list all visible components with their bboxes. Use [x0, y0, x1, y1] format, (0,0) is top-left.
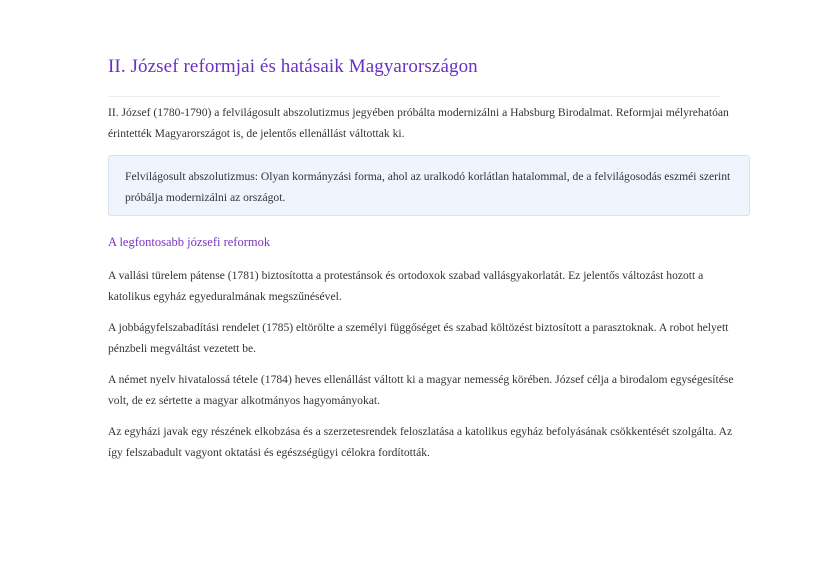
reform-paragraph-serf-emancipation: A jobbágyfelszabadítási rendelet (1785) eltörölte a személyi függőséget és szabad költözést biztosított a parasztoknak. A robot helyett pénzbeli megváltást vezetett be. [108, 321, 729, 355]
title-divider [108, 96, 720, 97]
section-heading: A legfontosabb józsefi reformok [108, 235, 271, 249]
intro-paragraph: II. József (1780-1790) a felvilágosult abszolutizmus jegyében próbálta modernizálni a Habsburg Birodalmat. Reformjai mélyrehatóan érintették Magyarországot is, de jelentős ellenállást váltottak ki. [108, 106, 729, 140]
reform-paragraph-church-property: Az egyházi javak egy részének elkobzása és a szerzetesrendek feloszlatása a katolikus egyház befolyásának csökkentését szolgálta. Az így felszabadult vagyont oktatási és egészségügyi célokra fordították. [108, 425, 733, 459]
callout-text: Felvilágosult abszolutizmus: Olyan kormányzási forma, ahol az uralkodó korlátlan hatalommal, de a felvilágosodás eszméi szerint próbálja modernizálni az országot. [125, 170, 731, 204]
page-title: II. József reformjai és hatásaik Magyarországon [108, 56, 478, 77]
definition-callout [108, 155, 750, 216]
reform-paragraph-religious-tolerance: A vallási türelem pátense (1781) biztosította a protestánsok és ortodoxok szabad vallásgyakorlatát. Ez jelentős változást hozott a katolikus egyház egyeduralmának megszűnésével. [108, 269, 704, 303]
reform-paragraph-german-language: A német nyelv hivatalossá tétele (1784) heves ellenállást váltott ki a magyar nemesség körében. József célja a birodalom egységesítése volt, de ez sértette a magyar alkotmányos hagyományokat. [108, 373, 734, 407]
